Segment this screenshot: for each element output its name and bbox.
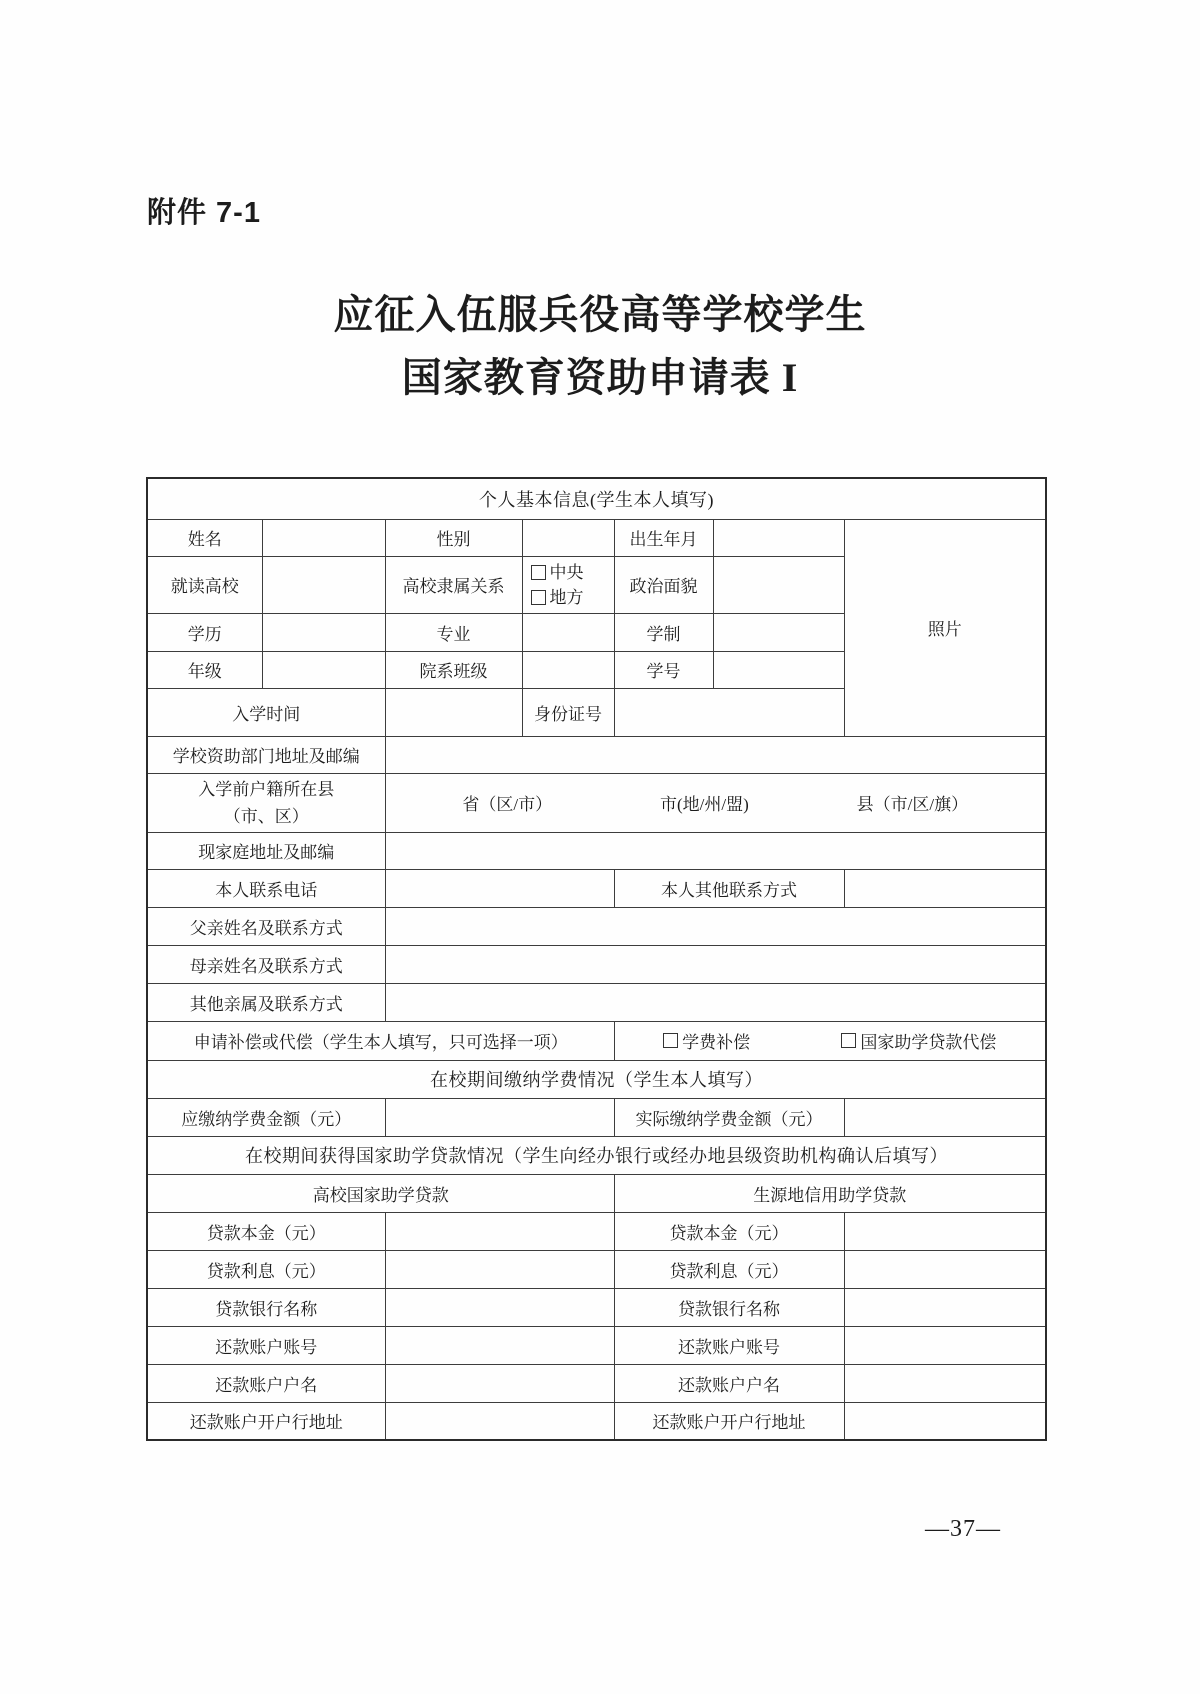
personal-section-header: 个人基本信息(学生本人填写) <box>147 478 1046 519</box>
checkbox-local <box>531 585 611 610</box>
id-number-value-cell <box>614 688 844 736</box>
other-contact-label: 本人其他联系方式 <box>614 869 844 907</box>
form-title-line2: 国家教育资助申请表 I <box>401 355 799 400</box>
page-number: —37— <box>925 1516 1001 1542</box>
origin-loan-header: 生源地信用助学贷款 <box>614 1174 1046 1212</box>
campus-account-name-value-cell <box>385 1364 614 1402</box>
political-label: 政治面貌 <box>614 556 713 613</box>
attachment-label: 附件 7-1 <box>147 197 261 229</box>
option-tuition-label: 学费补偿 <box>682 1033 751 1052</box>
name-value-cell <box>262 519 385 556</box>
college-value-cell <box>262 556 385 613</box>
checkbox-icon <box>531 565 546 580</box>
father-label: 父亲姓名及联系方式 <box>147 907 385 945</box>
origin-account-no-label: 还款账户账号 <box>614 1326 844 1364</box>
phone-label: 本人联系电话 <box>147 869 385 907</box>
other-contact-value-cell <box>844 869 1046 907</box>
phone-value-cell <box>385 869 614 907</box>
form-title <box>0 283 1200 409</box>
campus-principal-label: 贷款本金（元） <box>147 1212 385 1250</box>
apply-options-cell <box>614 1021 1046 1060</box>
home-address-value-cell <box>385 832 1046 869</box>
origin-account-name-value-cell <box>844 1364 1046 1402</box>
campus-interest-value-cell <box>385 1250 614 1288</box>
origin-interest-label: 贷款利息（元） <box>614 1250 844 1288</box>
hukou-label-line2: （市、区） <box>223 806 309 826</box>
form-title-line1: 应征入伍服兵役高等学校学生 <box>333 292 867 337</box>
option-loan-label: 国家助学贷款代偿 <box>860 1033 997 1052</box>
affiliation-options-cell <box>522 556 614 613</box>
student-no-value-cell <box>713 651 844 688</box>
campus-interest-label: 贷款利息（元） <box>147 1250 385 1288</box>
origin-account-name-label: 还款账户户名 <box>614 1364 844 1402</box>
origin-principal-label: 贷款本金（元） <box>614 1212 844 1250</box>
region-province-label: 省（区/市） <box>462 795 553 814</box>
photo-cell: 照片 <box>844 519 1046 736</box>
checkbox-local-label: 地方 <box>549 587 584 607</box>
campus-account-no-label: 还款账户账号 <box>147 1326 385 1364</box>
tuition-section-header: 在校期间缴纳学费情况（学生本人填写） <box>147 1060 1046 1098</box>
checkbox-central-label: 中央 <box>549 562 584 582</box>
checkbox-loan-repayment <box>841 1028 996 1053</box>
duration-label: 学制 <box>614 613 713 651</box>
id-number-label: 身份证号 <box>522 688 614 736</box>
region-city-label: 市(地/州/盟) <box>660 795 749 814</box>
enroll-time-value-cell <box>385 688 522 736</box>
dept-class-label: 院系班级 <box>385 651 522 688</box>
region-county-label: 县（市/区/旗） <box>856 795 969 814</box>
tuition-payable-value-cell <box>385 1098 614 1136</box>
campus-account-name-label: 还款账户户名 <box>147 1364 385 1402</box>
checkbox-icon <box>663 1033 678 1048</box>
origin-interest-value-cell <box>844 1250 1046 1288</box>
application-form-table <box>146 477 1047 1441</box>
political-value-cell <box>713 556 844 613</box>
degree-value-cell <box>262 613 385 651</box>
checkbox-central <box>531 560 611 585</box>
birth-value-cell <box>713 519 844 556</box>
hukou-region-cell <box>385 773 1046 832</box>
mother-label: 母亲姓名及联系方式 <box>147 945 385 983</box>
campus-account-no-value-cell <box>385 1326 614 1364</box>
relative-value-cell <box>385 983 1046 1021</box>
hukou-label-line1: 入学前户籍所在县 <box>198 779 335 799</box>
campus-bank-label: 贷款银行名称 <box>147 1288 385 1326</box>
gender-label: 性别 <box>385 519 522 556</box>
apply-type-label: 申请补偿或代偿（学生本人填写，只可选择一项） <box>147 1021 614 1060</box>
father-value-cell <box>385 907 1046 945</box>
name-label: 姓名 <box>147 519 262 556</box>
checkbox-tuition-compensation <box>663 1028 750 1053</box>
gender-value-cell <box>522 519 614 556</box>
origin-bank-addr-value-cell <box>844 1402 1046 1440</box>
enroll-time-label: 入学时间 <box>147 688 385 736</box>
campus-bank-value-cell <box>385 1288 614 1326</box>
birth-label: 出生年月 <box>614 519 713 556</box>
loan-section-header: 在校期间获得国家助学贷款情况（学生向经办银行或经办地县级资助机构确认后填写） <box>147 1136 1046 1174</box>
mother-value-cell <box>385 945 1046 983</box>
campus-bank-addr-label: 还款账户开户行地址 <box>147 1402 385 1440</box>
aid-dept-address-label: 学校资助部门地址及邮编 <box>147 736 385 773</box>
origin-principal-value-cell <box>844 1212 1046 1250</box>
duration-value-cell <box>713 613 844 651</box>
college-label: 就读高校 <box>147 556 262 613</box>
tuition-paid-label: 实际缴纳学费金额（元） <box>614 1098 844 1136</box>
major-label: 专业 <box>385 613 522 651</box>
origin-bank-addr-label: 还款账户开户行地址 <box>614 1402 844 1440</box>
campus-loan-header: 高校国家助学贷款 <box>147 1174 614 1212</box>
hukou-label <box>147 773 385 832</box>
grade-value-cell <box>262 651 385 688</box>
relative-label: 其他亲属及联系方式 <box>147 983 385 1021</box>
campus-principal-value-cell <box>385 1212 614 1250</box>
checkbox-icon <box>531 590 546 605</box>
degree-label: 学历 <box>147 613 262 651</box>
campus-bank-addr-value-cell <box>385 1402 614 1440</box>
affiliation-label: 高校隶属关系 <box>385 556 522 613</box>
origin-account-no-value-cell <box>844 1326 1046 1364</box>
origin-bank-value-cell <box>844 1288 1046 1326</box>
major-value-cell <box>522 613 614 651</box>
grade-label: 年级 <box>147 651 262 688</box>
dept-class-value-cell <box>522 651 614 688</box>
checkbox-icon <box>841 1033 856 1048</box>
origin-bank-label: 贷款银行名称 <box>614 1288 844 1326</box>
aid-dept-address-value-cell <box>385 736 1046 773</box>
tuition-payable-label: 应缴纳学费金额（元） <box>147 1098 385 1136</box>
student-no-label: 学号 <box>614 651 713 688</box>
home-address-label: 现家庭地址及邮编 <box>147 832 385 869</box>
tuition-paid-value-cell <box>844 1098 1046 1136</box>
